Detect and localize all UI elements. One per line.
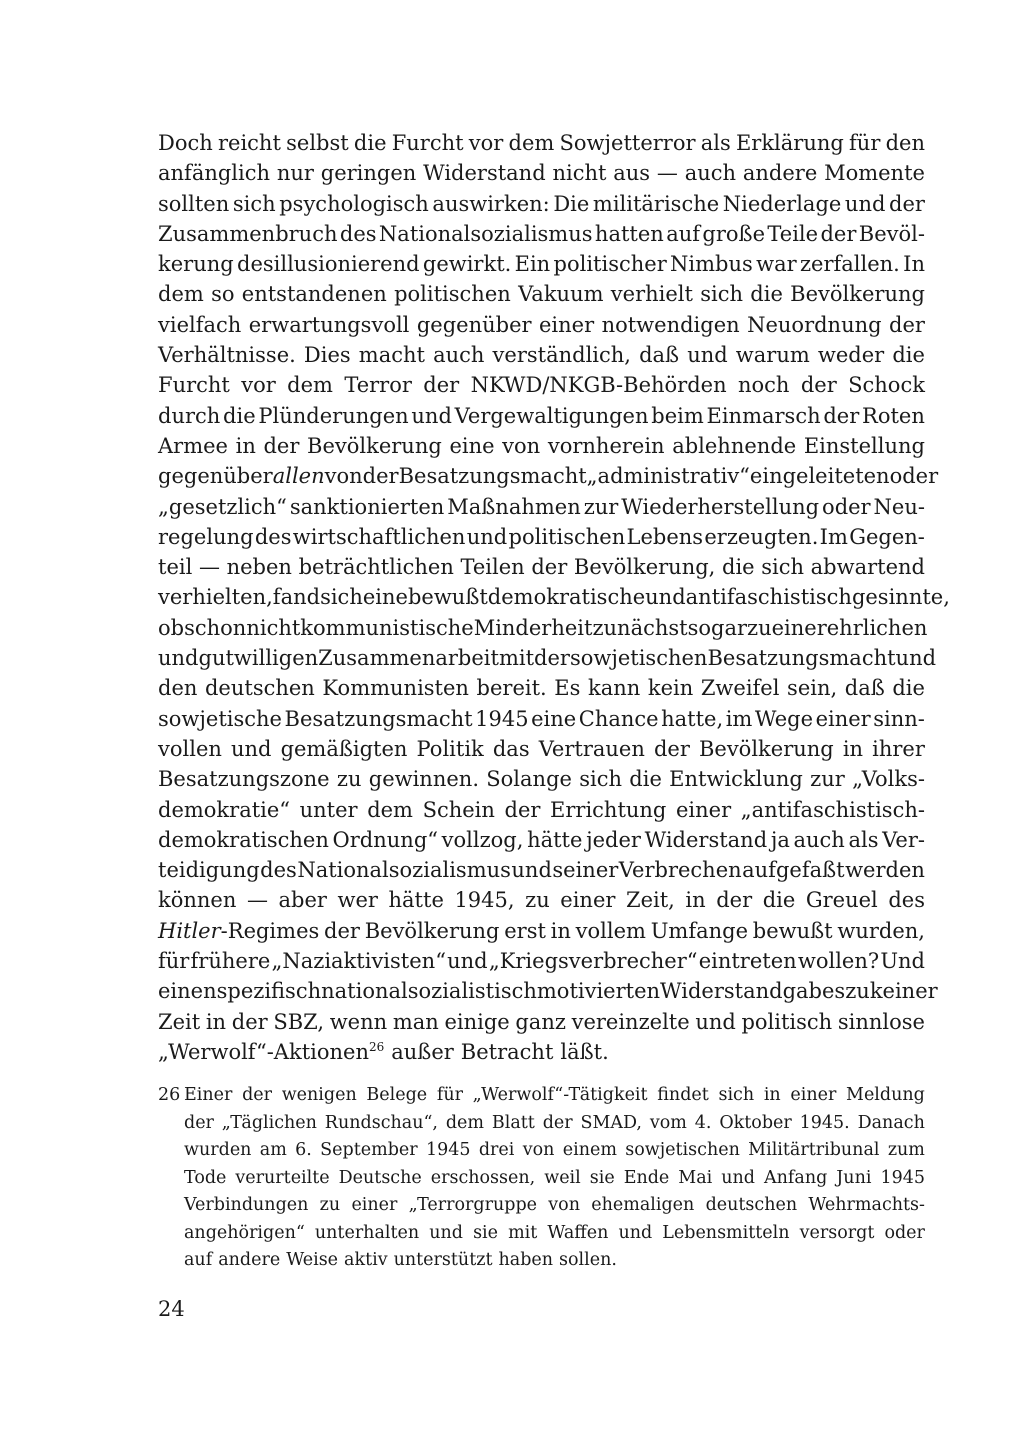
- text-line: „gesetzlich“ sanktionierten Maßnahmen zur Wiederherstellung oder Neu-: [158, 494, 925, 519]
- page-number: 24: [158, 1297, 185, 1321]
- footnote-line: auf andere Weise aktiv unterstützt haben sollen.: [184, 1250, 617, 1270]
- text-line: Hitler-Regimes der Bevölkerung erst in vollem Umfange bewußt wurden,: [158, 918, 925, 943]
- text-line: für frühere „Naziaktivisten“ und „Kriegsverbrecher“ eintreten wollen? Und: [158, 949, 925, 974]
- text-line: durch die Plünderungen und Vergewaltigungen beim Einmarsch der Roten: [158, 403, 925, 428]
- footnote-line: Einer der wenigen Belege für „Werwolf“-Tätigkeit findet sich in einer Meldung: [184, 1085, 925, 1105]
- text-line: Besatzungszone zu gewinnen. Solange sich die Entwicklung zur „Volks-: [158, 767, 925, 792]
- text-line: sollten sich psychologisch auswirken: Die militärische Niederlage und der: [158, 191, 925, 216]
- text-line: vollen und gemäßigten Politik das Vertrauen der Bevölkerung in ihrer: [158, 736, 925, 761]
- text-line: verhielten, fand sich eine bewußt demokratische und antifaschistisch gesinnte,: [158, 585, 950, 610]
- text-line: regelung des wirtschaftlichen und politischen Lebens erzeugten. Im Gegen-: [158, 524, 925, 549]
- footnote-block: [158, 1082, 925, 1275]
- text-line: Armee in der Bevölkerung eine von vornherein ablehnende Einstellung: [158, 433, 925, 458]
- footnote-number: 26: [158, 1085, 181, 1105]
- main-text-block: [158, 128, 950, 1067]
- text-line: Doch reicht selbst die Furcht vor dem Sowjetterror als Erklärung für den: [158, 131, 925, 155]
- text-line: sowjetische Besatzungsmacht 1945 eine Chance hatte, im Wege einer sinn-: [158, 706, 925, 731]
- footnote-text: [158, 1082, 925, 1275]
- footnote-line: der „Täglichen Rundschau“, dem Blatt der SMAD, vom 4. Oktober 1945. Danach: [184, 1112, 925, 1133]
- text-line: kerung desillusionierend gewirkt. Ein politischer Nimbus war zerfallen. In: [158, 252, 925, 277]
- text-line: einen spezifisch nationalsozialistisch motivierten Widerstand gab es zu keiner: [158, 979, 938, 1004]
- text-line: teidigung des Nationalsozialismus und seiner Verbrechen aufgefaßt werden: [158, 858, 925, 883]
- text-line: vielfach erwartungsvoll gegenüber einer notwendigen Neuordnung der: [158, 312, 925, 337]
- text-line: „Werwolf“-Aktionen$^{26}$ außer Betracht läßt.: [158, 1039, 609, 1064]
- text-line: teil — neben beträchtlichen Teilen der Bevölkerung, die sich abwartend: [158, 555, 925, 580]
- footnote-line: Tode verurteilte Deutsche erschossen, weil sie Ende Mai und Anfang Juni 1945: [184, 1167, 925, 1188]
- text-line: anfänglich nur geringen Widerstand nicht aus — auch andere Momente: [158, 161, 925, 186]
- text-line: können — aber wer hätte 1945, zu einer Zeit, in der die Greuel des: [158, 888, 925, 913]
- footnote-line: Verbindungen zu einer „Terrorgruppe von ehemaligen deutschen Wehrmachts-: [184, 1195, 925, 1215]
- text-line: Zusammenbruch des Nationalsozialismus hatten auf große Teile der Bevöl-: [158, 221, 925, 246]
- text-line: und gutwilligen Zusammenarbeit mit der sowjetischen Besatzungsmacht und: [158, 646, 937, 671]
- footnote-line: wurden am 6. September 1945 drei von einem sowjetischen Militärtribunal zum: [184, 1140, 925, 1160]
- text-line: Verhältnisse. Dies macht auch verständlich, daß und warum weder die: [158, 343, 925, 368]
- text-line: demokratie“ unter dem Schein der Errichtung einer „antifaschistisch-: [158, 797, 925, 822]
- text-line: demokratischen Ordnung“ vollzog, hätte jeder Widerstand ja auch als Ver-: [158, 827, 925, 852]
- text-line: Zeit in der SBZ, wenn man einige ganz vereinzelte und politisch sinnlose: [158, 1009, 925, 1034]
- text-line: den deutschen Kommunisten bereit. Es kann kein Zweifel sein, daß die: [158, 676, 925, 701]
- text-line: dem so entstandenen politischen Vakuum verhielt sich die Bevölkerung: [158, 282, 925, 307]
- footnote-line: angehörigen“ unterhalten und sie mit Waffen und Lebensmitteln versorgt oder: [184, 1222, 925, 1243]
- text-line: obschon nicht kommunistische Minderheit zunächst sogar zu einer ehrlichen: [158, 615, 928, 640]
- text-line: Furcht vor dem Terror der NKWD/NKGB-Behörden noch der Schock: [158, 373, 925, 398]
- text-line: gegenüber allen von der Besatzungsmacht „administrativ“ eingeleiteten oder: [158, 464, 939, 489]
